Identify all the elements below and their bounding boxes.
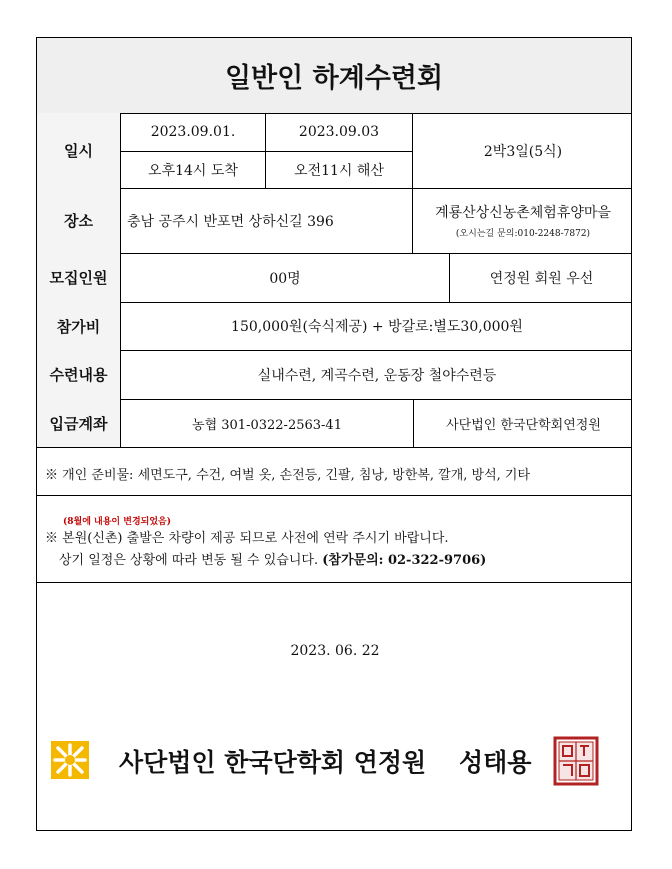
footer-org: 사단법인 한국단학회 연정원	[119, 748, 427, 777]
start-date: 2023.09.01.	[150, 124, 236, 140]
row-divider	[37, 447, 631, 448]
end-date: 2023.09.03	[298, 124, 380, 140]
recruit-priority: 연정원 회원 우선	[489, 270, 594, 287]
recruit-label: 모집인원	[37, 253, 120, 302]
fee-amount: 150,000원(숙식제공) + 방갈로:별도30,000원	[231, 319, 523, 335]
venue-info	[413, 188, 633, 253]
program-label: 수련내용	[37, 350, 120, 399]
venue-name: 계룡산상신농촌체험휴양마을	[435, 205, 611, 221]
footer-person: 성태용	[458, 748, 532, 777]
changed-note: (8월에 내용이 변경되었음)	[63, 517, 171, 527]
arrival-time: 오후14시 도착	[148, 163, 238, 179]
notice-text: 상기 일정은 상황에 따라 변동 될 수 있습니다.	[59, 553, 319, 568]
venue-directions: (오시는길 문의:010-2248-7872)	[455, 229, 591, 239]
departure-time: 오전11시 해산	[294, 163, 384, 179]
account-holder: 사단법인 한국단학회연정원	[446, 417, 601, 433]
account-label: 입금계좌	[37, 399, 120, 447]
program-content: 실내수련, 계곡수련, 운동장 철야수련등	[257, 367, 497, 384]
issue-date: 2023. 06. 22	[290, 643, 380, 659]
document-frame	[36, 37, 632, 831]
schedule-label: 일시	[37, 113, 120, 188]
fee-label: 참가비	[37, 302, 120, 350]
duration: 2박3일(5식)	[483, 143, 563, 160]
row-divider	[37, 582, 631, 583]
notice-line2	[59, 549, 486, 568]
seal-stamp-icon	[553, 736, 599, 786]
footer-signature	[119, 743, 531, 779]
recruit-count: 00명	[269, 270, 301, 287]
venue-label: 장소	[37, 188, 120, 253]
org-logo-icon	[51, 741, 89, 779]
notice-line1: ※ 본원(신촌) 출발은 차량이 제공 되므로 사전에 연락 주시기 바랍니다.	[45, 531, 449, 546]
row-divider	[37, 495, 631, 496]
venue-address: 충남 공주시 반포면 상하신길 396	[127, 213, 334, 230]
account-number: 농협 301-0322-2563-41	[192, 417, 342, 433]
contact-info: (참가문의: 02-322-9706)	[322, 553, 487, 568]
supplies-note: ※ 개인 준비물: 세면도구, 수건, 여벌 옷, 손전등, 긴팔, 침낭, 방한복, 깔개, 방석, 기타	[45, 468, 531, 483]
page-title: 일반인 하계수련회	[37, 38, 631, 114]
